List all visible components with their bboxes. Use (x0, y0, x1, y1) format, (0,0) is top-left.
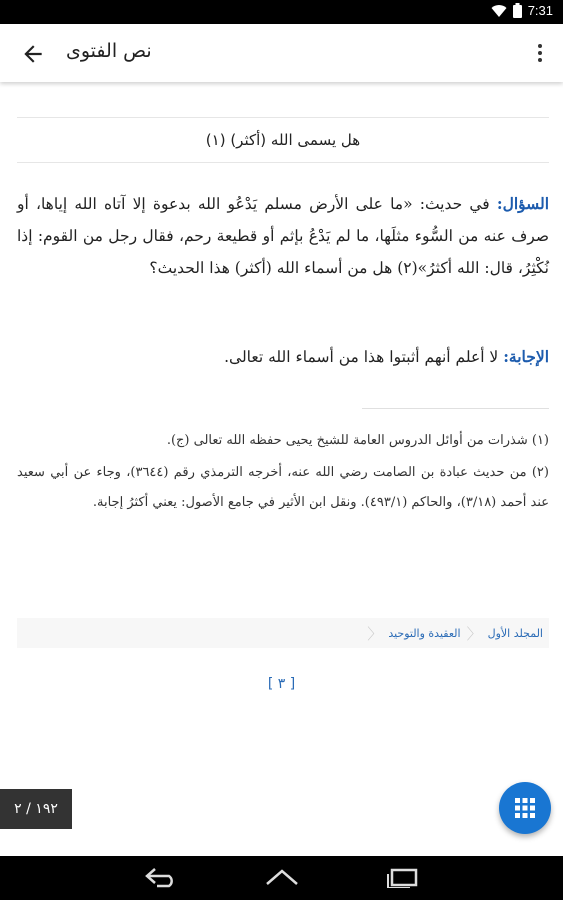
answer-label: الإجابة: (503, 347, 549, 366)
home-nav-icon[interactable] (264, 866, 300, 888)
status-bar (0, 0, 563, 24)
footnote-divider (362, 408, 549, 409)
overflow-menu-icon[interactable] (535, 41, 545, 67)
grid-menu-button[interactable] (499, 782, 551, 834)
page-counter: ١٩٢ / ٢ (0, 789, 72, 829)
battery-icon (513, 3, 522, 18)
breadcrumb (17, 618, 549, 648)
breadcrumb-item-volume[interactable]: المجلد الأول (487, 626, 543, 640)
footnote-2: (٢) من حديث عبادة بن الصامت رضي الله عنه، أخرجه الترمذي رقم (٣٦٤٤)، وجاء عن أبي سعيد عند أحمد (٣/١٨)، والحاكم (٤٩٣/١). ونقل ابن الأثير في جامع الأصول: يعني أكثرُ إجابة. (17, 465, 549, 510)
page-title: نص الفتوى (66, 40, 152, 62)
breadcrumb-item-category[interactable]: العقيدة والتوحيد (388, 626, 461, 640)
question-label: السؤال: (496, 194, 549, 213)
back-arrow-icon[interactable] (20, 41, 46, 67)
recents-nav-icon[interactable] (386, 866, 420, 888)
question-text: في حديث: «ما على الأرض مسلم يَدْعُو الله بدعوة إلا آتاه الله إياها، أو صرف عنه من السُّوء مثلَها، ما لم يَدْعُ بإثم أو قطيعة رحم، فقال رجل من القوم: إذا نُكْثِرُ، قال: الله أكثرُ»(٢) هل من أسماء الله (أكثر) هذا الحديث؟ (17, 195, 549, 277)
navigation-bar (0, 856, 563, 900)
footnote-1: (١) شذرات من أوائل الدروس العامة للشيخ يحيى حفظه الله تعالى (ج). (166, 433, 549, 448)
status-time: 7:31 (527, 3, 553, 18)
chevron-left-icon: 〈 (466, 624, 482, 643)
chevron-left-icon: 〈 (367, 624, 383, 643)
app-bar (0, 24, 563, 82)
question-title: هل يسمى الله (أكثر) (١) (17, 117, 549, 163)
page-number: [ ٣ ] (267, 676, 296, 692)
question-paragraph (17, 188, 549, 284)
wifi-icon (491, 4, 507, 18)
answer-text: لا أعلم أنهم أثبتوا هذا من أسماء الله تعالى. (224, 348, 504, 366)
back-nav-icon[interactable] (143, 866, 181, 888)
answer-paragraph (17, 342, 549, 372)
grid-icon (513, 796, 537, 820)
